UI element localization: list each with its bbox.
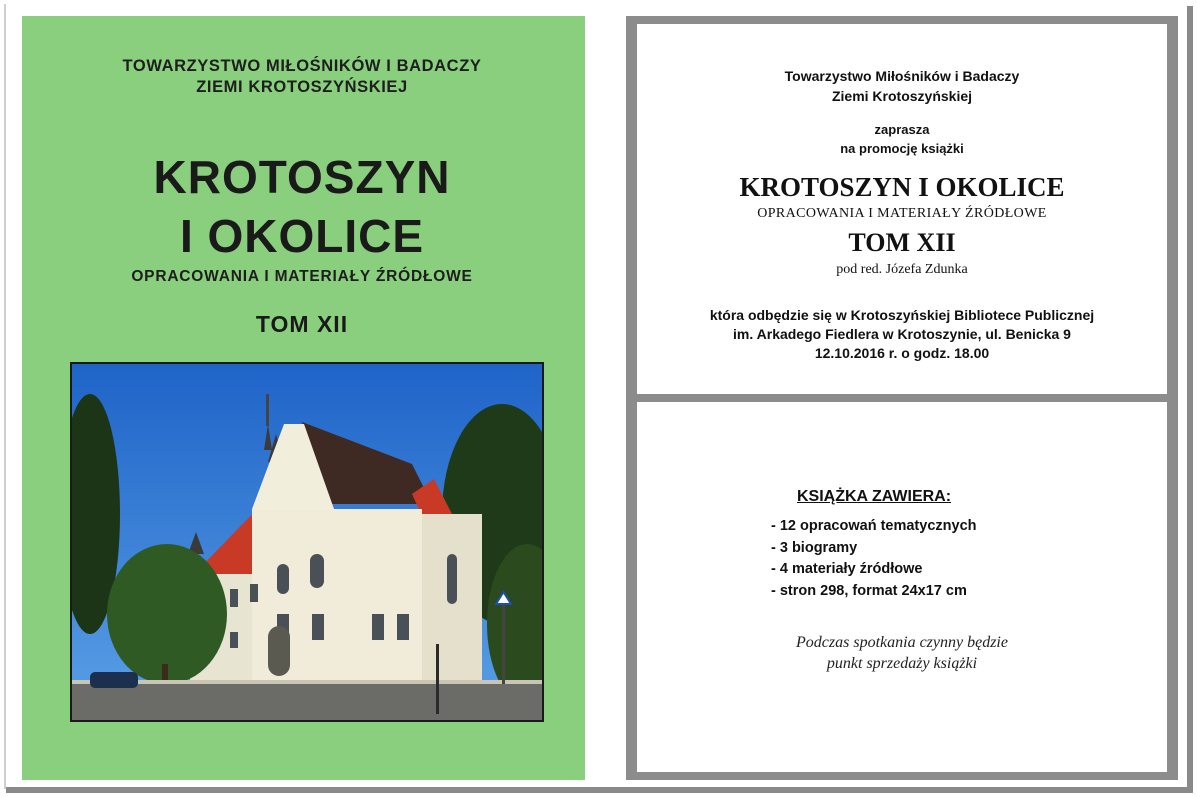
book-cover [22,16,585,780]
frame-shadow-bottom [6,787,1193,793]
event-venue-details: która odbędzie się w Krotoszyńskiej Bibliotece Publicznej im. Arkadego Fiedlera w Krotoszynie, ul. Benicka 9 12.10.2016 r. o godz. 18.00 [709,307,1095,361]
invitation-text: zaprasza na promocję książki [840,122,964,156]
contents-heading: KSIĄŻKA ZAWIERA: [797,488,952,505]
invitation-card [637,24,1167,394]
cover-title: KROTOSZYN I OKOLICE [153,151,451,262]
contents-item: - 12 opracowań tematycznych [771,518,977,534]
cover-society-name: TOWARZYSTWO MIŁOŚNIKÓW I BADACZY ZIEMI KROTOSZYŃSKIEJ [122,57,482,96]
contents-item: - 3 biogramy [771,539,858,556]
book-volume: TOM XII [848,228,956,257]
town-hall-photo [70,362,544,722]
organizer-name: Towarzystwo Miłośników i Badaczy Ziemi Krotoszyńskiej [784,68,1020,104]
contents-card [637,402,1167,772]
book-title: KROTOSZYN I OKOLICE [739,172,1065,202]
cover-subtitle: OPRACOWANIA I MATERIAŁY ŹRÓDŁOWE [131,268,473,285]
cover-volume: TOM XII [255,311,349,337]
book-editor: pod red. Józefa Zdunka [836,262,968,277]
frame-shadow-right [1187,6,1193,793]
contents-item: - 4 materiały źródłowe [771,561,923,577]
contents-list [771,516,977,602]
frame-edge [4,4,6,789]
book-subtitle: OPRACOWANIA I MATERIAŁY ŹRÓDŁOWE [757,206,1047,221]
contents-item: - stron 298, format 24x17 cm [771,582,967,599]
sales-note: Podczas spotkania czynny będzie punkt sprzedaży książki [796,634,1008,672]
